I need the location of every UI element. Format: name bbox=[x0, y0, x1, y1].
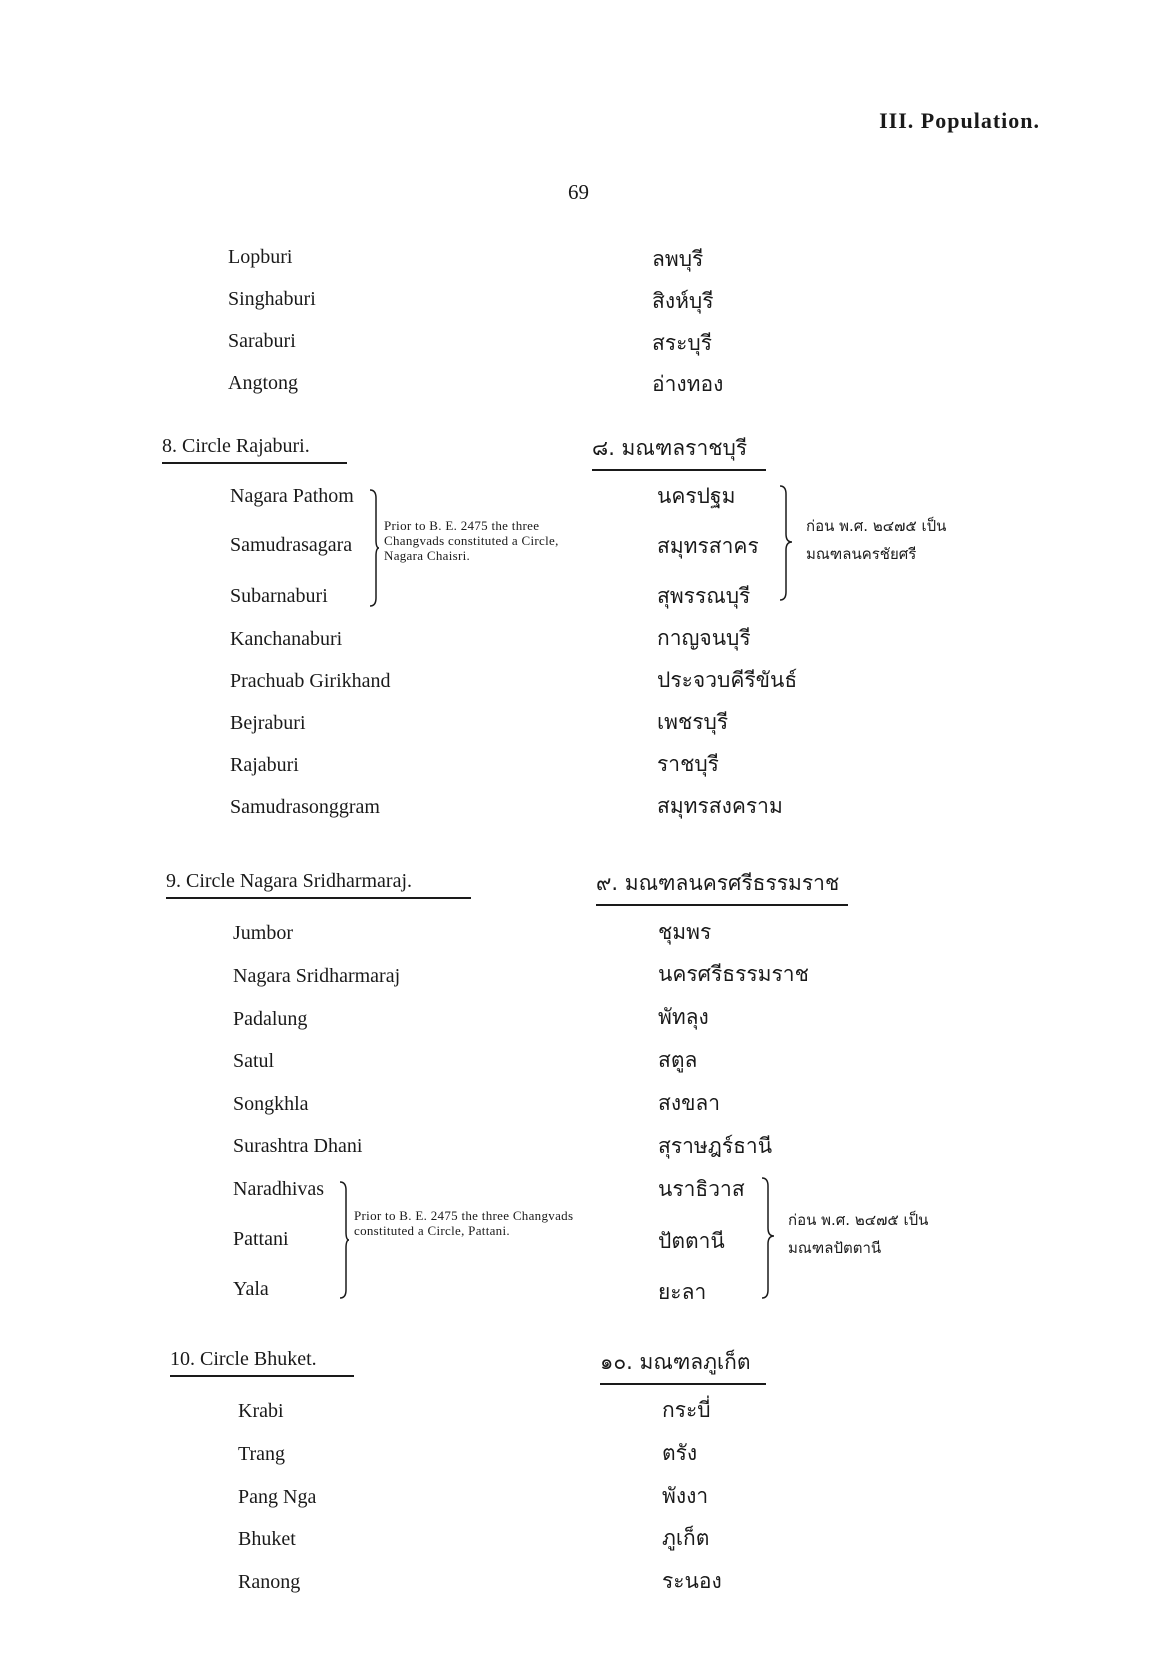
province-th: สมุทรสาคร bbox=[657, 534, 759, 558]
circle-note-en: Prior to B. E. 2475 the three Changvads constituted a Circle, Pattani. bbox=[354, 1208, 574, 1238]
province-en: Lopburi bbox=[228, 246, 293, 268]
province-en: Samudrasonggram bbox=[230, 796, 380, 818]
province-th: ชุมพร bbox=[658, 920, 712, 944]
province-th: สมุทรสงคราม bbox=[657, 794, 783, 818]
province-en: Padalung bbox=[233, 1008, 308, 1030]
province-en: Trang bbox=[238, 1443, 286, 1465]
province-en: Yala bbox=[233, 1278, 269, 1300]
circle-note-en: Prior to B. E. 2475 the three Changvads constituted a Circle, Nagara Chaisri. bbox=[384, 518, 559, 563]
province-th: ระนอง bbox=[662, 1569, 722, 1593]
circle-note-th: ก่อน พ.ศ. ๒๔๗๕ เป็น มณฑลนครชัยศรี bbox=[806, 517, 947, 563]
province-en: Jumbor bbox=[233, 922, 293, 944]
province-th: นครปฐม bbox=[657, 484, 736, 508]
province-en: Angtong bbox=[228, 372, 298, 394]
province-en: Prachuab Girikhand bbox=[230, 670, 391, 692]
province-en: Satul bbox=[233, 1050, 275, 1072]
province-th: นราธิวาส bbox=[658, 1177, 745, 1201]
province-th: สุพรรณบุรี bbox=[657, 584, 751, 608]
page-number: 69 bbox=[568, 180, 589, 204]
province-en: Samudrasagara bbox=[230, 534, 353, 556]
province-en: Pang Nga bbox=[238, 1486, 317, 1508]
province-en: Songkhla bbox=[233, 1093, 309, 1115]
province-th: พังงา bbox=[662, 1484, 709, 1508]
province-th: สตูล bbox=[658, 1048, 698, 1072]
note-brace bbox=[778, 484, 794, 602]
province-th: ราชบุรี bbox=[657, 752, 719, 776]
province-th: กระบี่ bbox=[662, 1398, 711, 1422]
section-header: III. Population. bbox=[879, 108, 1040, 133]
province-en: Bhuket bbox=[238, 1528, 296, 1550]
province-th: สุราษฎร์ธานี bbox=[658, 1134, 773, 1158]
province-en: Subarnaburi bbox=[230, 585, 328, 607]
circle-heading-th: ๘. มณฑลราชบุรี bbox=[592, 432, 766, 471]
province-th: กาญจนบุรี bbox=[657, 626, 751, 650]
circle-heading-en: 10. Circle Bhuket. bbox=[170, 1348, 354, 1377]
province-th: เพชรบุรี bbox=[657, 710, 729, 734]
circle-heading-en: 9. Circle Nagara Sridharmaraj. bbox=[166, 870, 471, 899]
province-en: Singhaburi bbox=[228, 288, 316, 310]
province-th: ประจวบคีรีขันธ์ bbox=[657, 668, 798, 692]
province-th: ตรัง bbox=[662, 1441, 698, 1465]
province-th: สิงห์บุรี bbox=[652, 289, 714, 313]
province-en: Bejraburi bbox=[230, 712, 306, 734]
province-en: Rajaburi bbox=[230, 754, 299, 776]
province-en: Ranong bbox=[238, 1571, 301, 1593]
province-th: ภูเก็ต bbox=[662, 1526, 710, 1550]
province-th: ปัตตานี bbox=[658, 1229, 725, 1253]
circle-heading-th: ๙. มณฑลนครศรีธรรมราช bbox=[596, 867, 848, 906]
circle-heading-en: 8. Circle Rajaburi. bbox=[162, 435, 347, 464]
province-th: สงขลา bbox=[658, 1091, 721, 1115]
province-en: Kanchanaburi bbox=[230, 628, 343, 650]
circle-note-th: ก่อน พ.ศ. ๒๔๗๕ เป็น มณฑลปัตตานี bbox=[788, 1211, 929, 1257]
province-th: นครศรีธรรมราช bbox=[658, 962, 809, 986]
province-en: Krabi bbox=[238, 1400, 284, 1422]
province-en: Pattani bbox=[233, 1228, 289, 1250]
province-th: อ่างทอง bbox=[652, 372, 724, 396]
province-en: Naradhivas bbox=[233, 1178, 325, 1200]
province-en: Nagara Sridharmaraj bbox=[233, 965, 401, 987]
province-th: ยะลา bbox=[658, 1280, 707, 1304]
province-en: Nagara Pathom bbox=[230, 485, 354, 507]
note-brace bbox=[368, 488, 380, 608]
circle-heading-th: ๑๐. มณฑลภูเก็ต bbox=[600, 1346, 766, 1385]
province-th: พัทลุง bbox=[658, 1005, 709, 1029]
province-en: Saraburi bbox=[228, 330, 296, 352]
province-th: สระบุรี bbox=[652, 331, 712, 355]
province-en: Surashtra Dhani bbox=[233, 1135, 363, 1157]
note-brace bbox=[338, 1180, 350, 1300]
province-th: ลพบุรี bbox=[652, 247, 704, 271]
note-brace bbox=[760, 1176, 776, 1300]
